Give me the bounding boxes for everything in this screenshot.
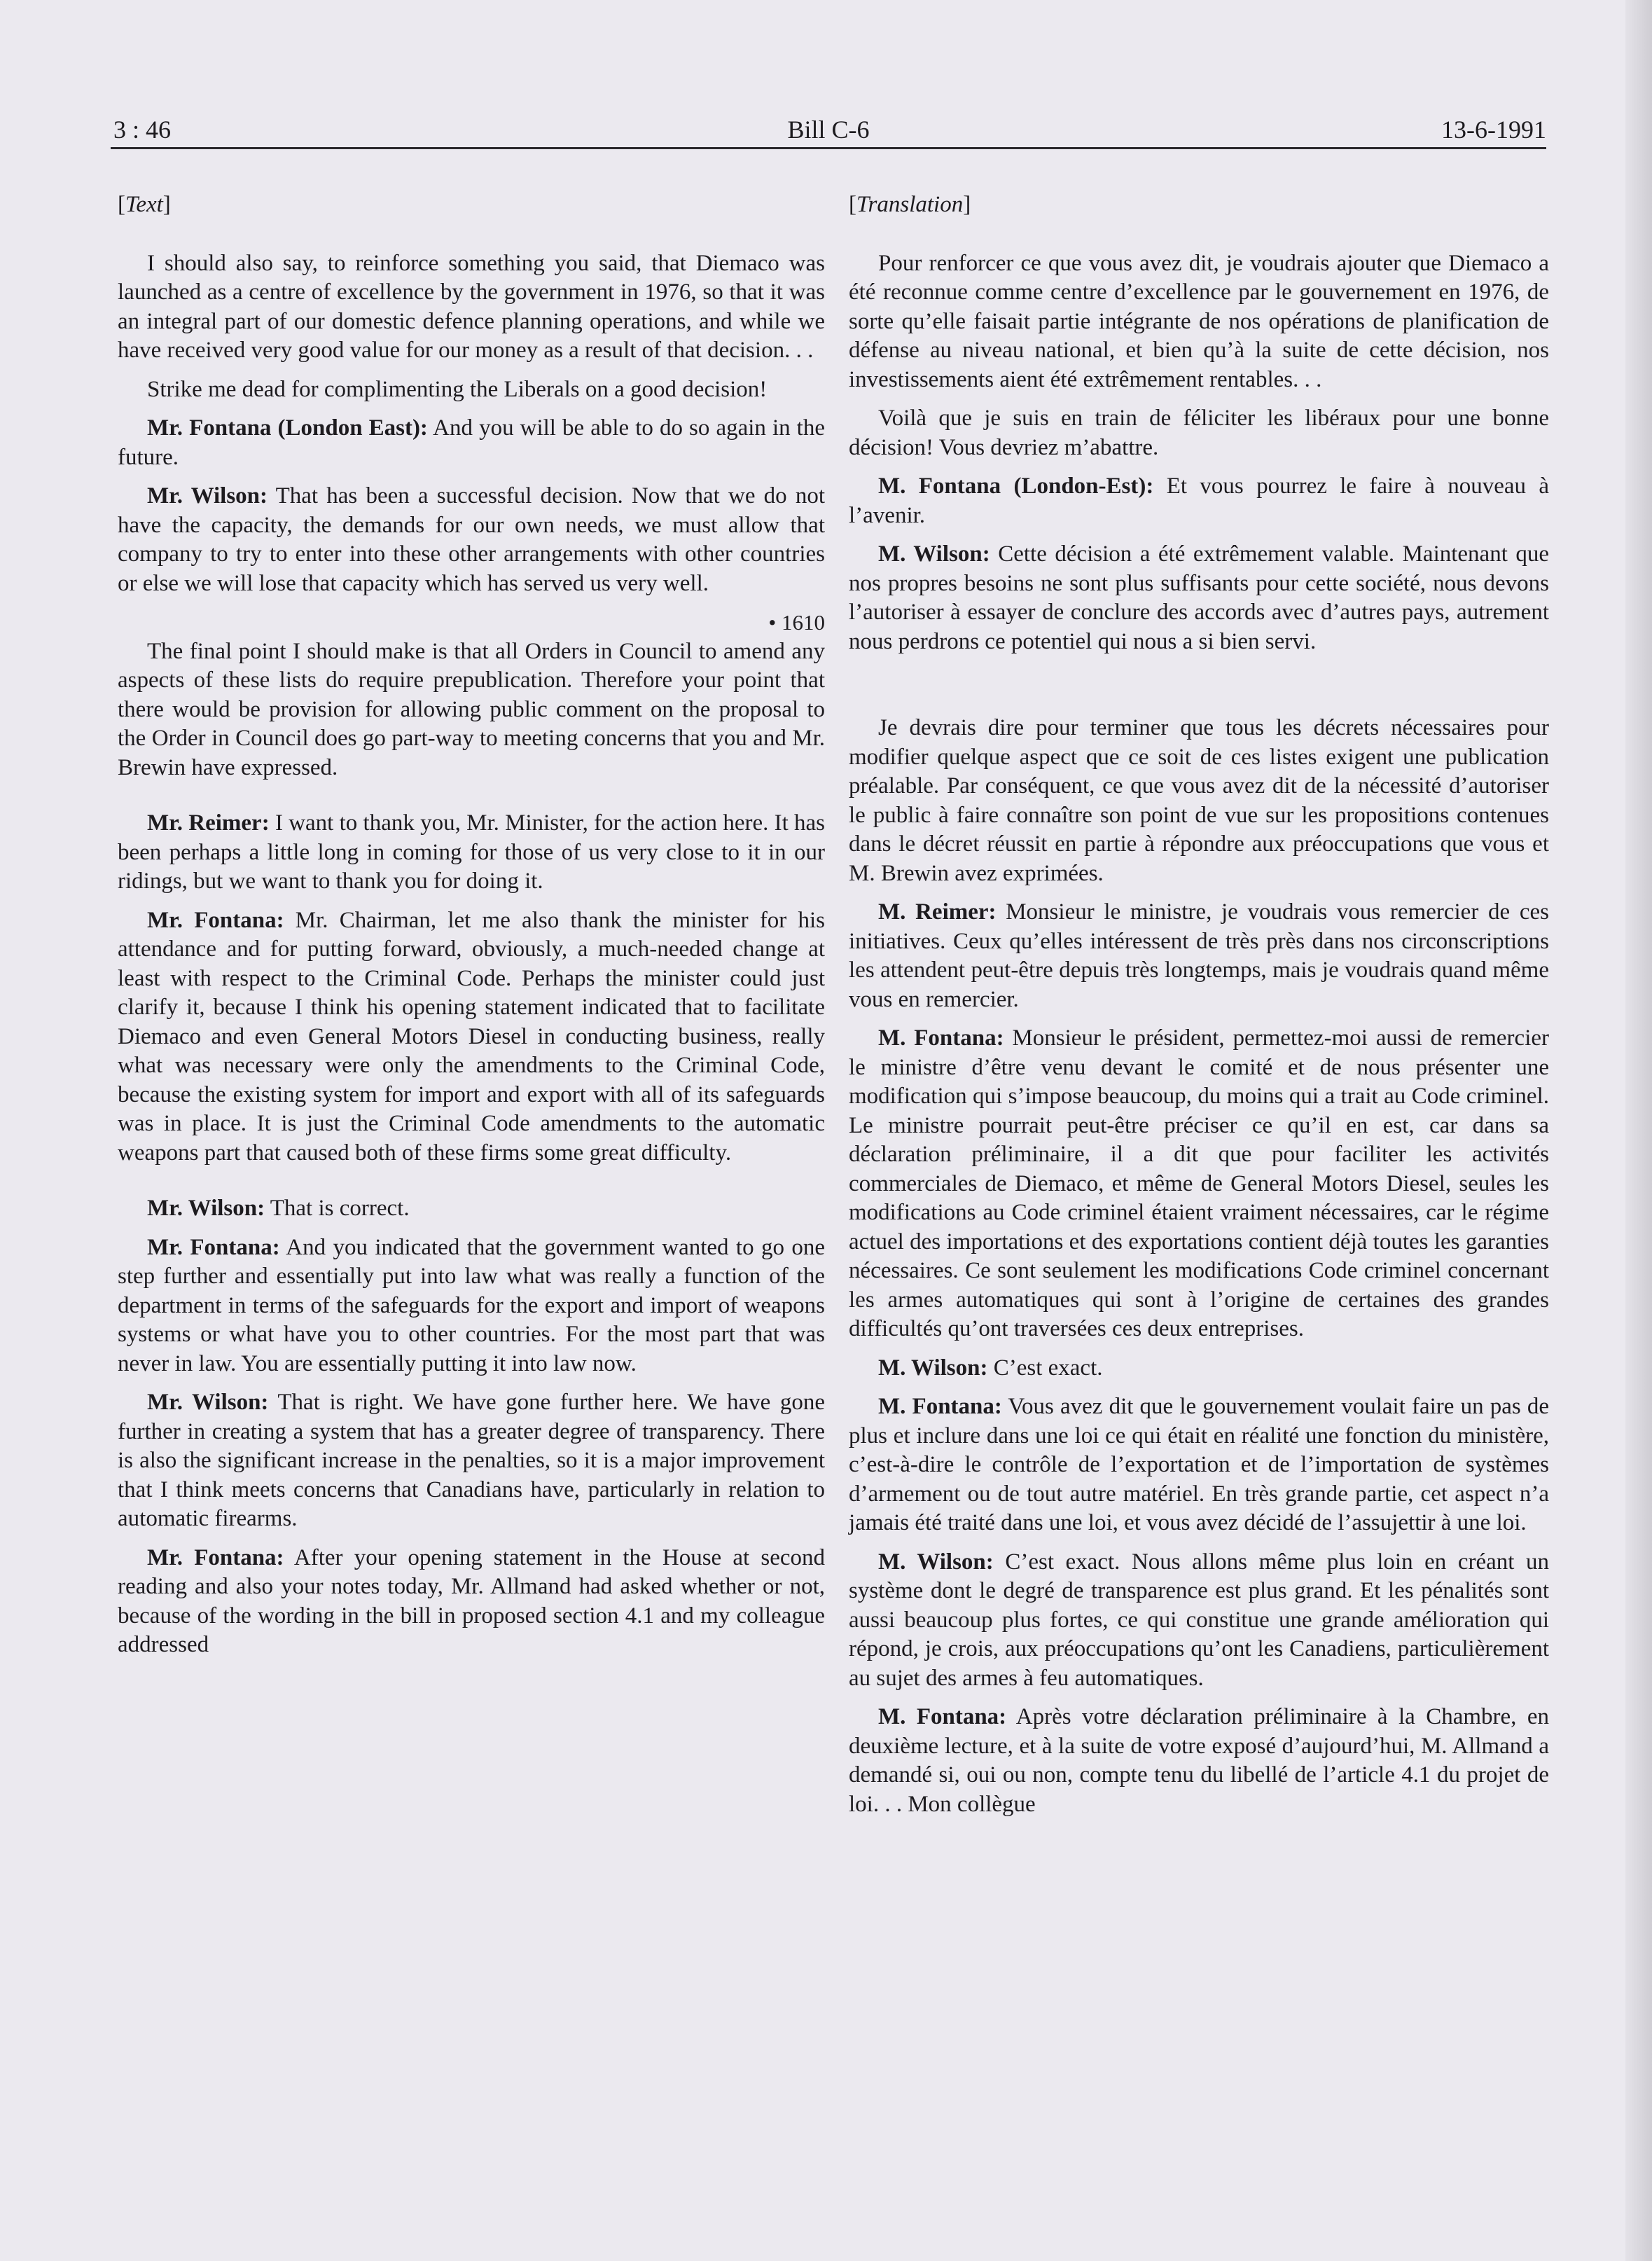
page-reference: 3 : 46: [113, 116, 172, 144]
speaker-name: Mr. Wilson:: [147, 483, 268, 509]
paragraph: [849, 714, 1549, 888]
speaker-name: M. Fontana (London-Est):: [878, 473, 1154, 499]
speaker-name: Mr. Fontana:: [147, 1544, 284, 1570]
paragraph: [849, 249, 1549, 395]
page-edge-shadow: [1625, 0, 1652, 2261]
paragraph: [118, 1544, 825, 1660]
paragraph: [849, 1548, 1549, 1694]
paragraph-text: That is right. We have gone further here. We have gone further in creating a system that has a greater degree of transparency. There is also the significant increase in the penalties, so it is a major improvement that I think meets concerns that Canadians have, particularly in relation to automatic firearms.: [118, 1390, 825, 1531]
paragraph-text: Voilà que je suis en train de féliciter les libéraux pour une bonne décision! Vous devriez m’abattre.: [849, 406, 1549, 460]
running-header: [111, 112, 1546, 149]
paragraph-text: Cette décision a été extrêmement valable. Maintenant que nos propres besoins ne sont plus suffisants pour cette société, nous devons l’autoriser à essayer de conclure des accords avec d’autres pays, autrement nous perdrons ce potentiel qui nous a si bien servi.: [849, 541, 1549, 654]
time-marker: • 1610: [768, 610, 825, 635]
paragraph-text: Strike me dead for complimenting the Liberals on a good decision!: [147, 376, 768, 402]
english-column: [118, 191, 825, 1670]
paragraph-text: And you will be able to do so again in the future.: [118, 415, 826, 470]
speaker-name: Mr. Fontana:: [147, 907, 284, 933]
paragraph-text: I want to thank you, Mr. Minister, for the action here. It has been perhaps a little long in coming for those of us very close to it in our ridings, but we want to thank you for doing it.: [118, 810, 826, 894]
paragraph-text: Pour renforcer ce que vous avez dit, je voudrais ajouter que Diemaco a été reconnue comme centre d’excellence par le gouvernement en 1976, de sorte qu’elle faisait partie intégrante de nos opérations de planification de défense au niveau national, et bien qu’à la suite de cette décision, nos investissements aient été extrêmement rentables. . .: [849, 250, 1549, 392]
speaker-name: M. Wilson:: [878, 541, 990, 567]
paragraph-text: After your opening statement in the House at second reading and also your notes today, Mr. Allmand had asked whether or not, because of the wording in the bill in proposed section 4.1 and my colleague addressed: [118, 1544, 826, 1657]
speaker-name: M. Fontana:: [878, 1025, 1004, 1051]
paragraph-text: Mr. Chairman, let me also thank the minister for his attendance and for putting forward, obviously, a much-needed change at least with respect to the Criminal Code. Perhaps the minister could just clarify it, because I think his opening statement indicated that to facilitate Diemaco and even General Motors Diesel in conducting business, really what was necessary were only the amendments to the Criminal Code, because the existing system for import and export with all of its safeguards was in place. It is just the Criminal Code amendments to the automatic weapons part that caused both of these firms some great difficulty.: [118, 907, 826, 1166]
text-label: [Text]: [118, 192, 171, 217]
paragraph: [849, 404, 1549, 462]
speaker-name: M. Wilson:: [878, 1355, 988, 1381]
paragraph: [118, 1233, 825, 1379]
paragraph: [849, 1354, 1549, 1383]
french-column: [849, 191, 1549, 1829]
speaker-name: Mr. Wilson:: [147, 1390, 269, 1415]
paragraph: [118, 906, 825, 1168]
english-paragraphs-part2: [118, 637, 825, 1660]
paragraph-text: The final point I should make is that all Orders in Council to amend any aspects of these lists do require prepublication. Therefore your point that there would be provision for allowing public comment on the proposal to the Order in Council does go part-way to meeting concerns that you and Mr. Brewin have expressed.: [118, 638, 825, 780]
paragraph: [118, 482, 825, 598]
paragraph: [849, 898, 1549, 1014]
speaker-name: Mr. Fontana:: [147, 1234, 280, 1260]
translation-label: [Translation]: [849, 192, 971, 217]
speaker-name: M. Wilson:: [878, 1549, 994, 1575]
french-paragraphs-part2: [849, 714, 1549, 1819]
french-paragraphs-part1: [849, 249, 1549, 657]
paragraph-text: C’est exact.: [987, 1355, 1103, 1381]
paragraph-text: Monsieur le président, permettez-moi aussi de remercier le ministre d’être venu devant le comité et de nous présenter une modification qui s’impose beaucoup, du moins qui a trait au Code criminel. Le ministre pourrait peut-être préciser ce qu’il en est, car dans sa déclaration préliminaire, il a dit que pour faciliter les activités commerciales de Diemaco, et même de General Motors Diesel, seules les modifications au Code criminel étaient vraiment nécessaires, car le régime actuel des importations et des exportations contient déjà toutes les garanties nécessaires. Ce sont seulement les modifications Code criminel concernant les armes automatiques qui sont à l’origine de certaines des grandes difficultés qu’ont traversées ces deux entreprises.: [849, 1025, 1549, 1341]
paragraph: [118, 809, 825, 897]
paragraph-text: I should also say, to reinforce something you said, that Diemaco was launched as a centre of excellence by the government in 1976, so that it was an integral part of our domestic defence planning operations, and while we have received very good value for our money as a result of that decision. . .: [118, 250, 825, 363]
paragraph-text: Je devrais dire pour terminer que tous les décrets nécessaires pour modifier quelque aspect que ce soit de ces listes exigent une publication préalable. Par conséquent, ce que vous avez dit de la nécessité d’autoriser le public à faire connaître son point de vue sur les propositions contenues dans le décret réussit en partie à répondre aux préoccupations que vous et M. Brewin avez exprimées.: [849, 715, 1549, 886]
paragraph-text: That is correct.: [265, 1196, 410, 1221]
speaker-name: M. Fontana:: [878, 1704, 1007, 1729]
paragraph-text: Monsieur le ministre, je voudrais vous remercier de ces initiatives. Ceux qu’elles intéressent de très près dans nos circonscriptions les attendent peut-être depuis très longtemps, mais je voudrais quand même vous en remercier.: [849, 899, 1549, 1012]
paragraph: [849, 1024, 1549, 1344]
paragraph: [118, 1388, 825, 1534]
speaker-name: M. Fontana:: [878, 1394, 1002, 1419]
english-paragraphs-part1: [118, 249, 825, 599]
speaker-name: Mr. Wilson:: [147, 1196, 265, 1221]
paragraph: [118, 375, 825, 405]
paragraph: [118, 249, 825, 366]
paragraph: [849, 540, 1549, 656]
paragraph-text: C’est exact. Nous allons même plus loin en créant un système dont le degré de transparence est plus grand. Et les pénalités sont aussi beaucoup plus fortes, ce qui constitue une grande amélioration qui répond, je crois, aux préoccupations qu’ont les Canadiens, particulièrement au sujet des armes à feu automatiques.: [849, 1549, 1549, 1691]
paragraph-text: And you indicated that the government wanted to go one step further and essentially put into law what was really a function of the department in terms of the safeguards for the export and import of weapons systems or what have you to other countries. For the most part that was never in law. You are essentially putting it into law now.: [118, 1234, 825, 1376]
paragraph-text: That has been a successful decision. Now that we do not have the capacity, the demands for our own needs, we must allow that company to try to enter into these other arrangements with other countries or else we will lose that capacity which has served us very well.: [118, 483, 826, 596]
paragraph: [118, 414, 825, 472]
paragraph-text: Vous avez dit que le gouvernement voulait faire un pas de plus et inclure dans une loi ce qui était en réalité une fonction du ministère, c’est-à-dire le contrôle de l’exportation et de l’importation de systèmes d’armement ou de tout autre matériel. En très grande partie, cet aspect n’a jamais été traité dans une loi, et vous avez décidé de l’assujettir à une loi.: [849, 1394, 1549, 1535]
session-date: 13-6-1991: [1441, 116, 1546, 144]
paragraph: [849, 1392, 1549, 1538]
speaker-name: Mr. Reimer:: [147, 810, 270, 836]
paragraph: [849, 1703, 1549, 1819]
paragraph-text: Et vous pourrez le faire à nouveau à l’avenir.: [849, 473, 1549, 528]
paragraph: [118, 637, 825, 783]
speaker-name: M. Reimer:: [878, 899, 997, 925]
speaker-name: Mr. Fontana (London East):: [147, 415, 428, 441]
paragraph: [118, 1194, 825, 1224]
paragraph: [849, 472, 1549, 530]
bill-title: Bill C-6: [787, 116, 870, 144]
paragraph-text: Après votre déclaration préliminaire à la Chambre, en deuxième lecture, et à la suite de votre exposé d’aujourd’hui, M. Allmand a demandé si, oui ou non, compte tenu du libellé de l’article 4.1 du projet de loi. . . Mon collègue: [849, 1704, 1549, 1817]
